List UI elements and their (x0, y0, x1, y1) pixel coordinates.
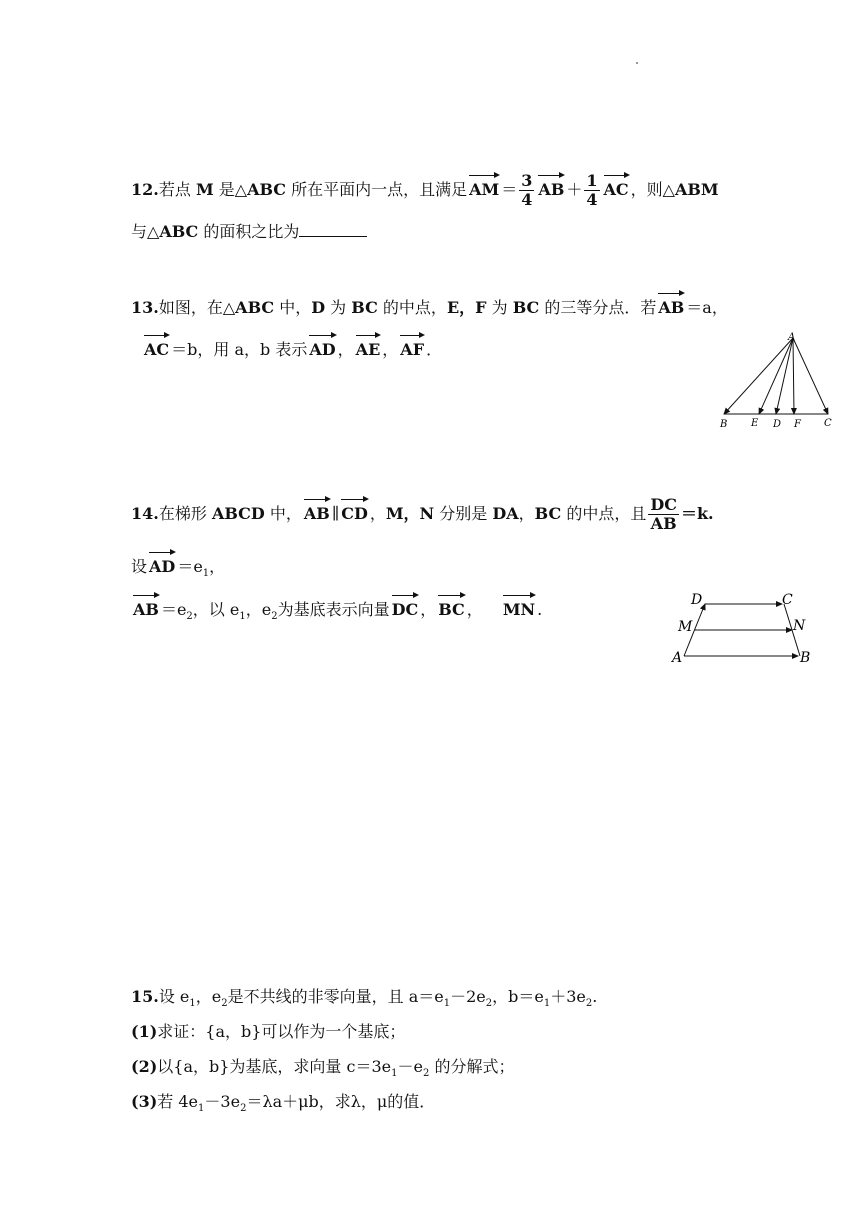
arrow-AD (776, 338, 793, 414)
q15-part1: (1)求证：{a，b}可以作为一个基底； (131, 1022, 406, 1041)
vector-AD: AD (149, 549, 175, 579)
label-B: B (800, 650, 811, 666)
q15-part2: (2)以{a，b}为基底，求向量 $c=3e_1-e_2$ 的分解式； (131, 1057, 515, 1080)
label-C: C (782, 592, 793, 608)
q14-line1: 14.在梯形 ABCD 中， AB ∥ CD ，M，N 分别是 DA，BC 的中点，且 $\frac{DC}{AB}$ ＝k. (131, 495, 714, 533)
arrow-AC (793, 338, 828, 414)
q12-line2: 与△ABC 的面积之比为 (131, 220, 367, 244)
answer-blank[interactable] (299, 220, 367, 237)
label-F: F (794, 419, 801, 430)
q13-line2: AC ＝b，用 a，b 表示 AD ， AE ， AF ． (142, 332, 442, 362)
arrow-AB (724, 338, 793, 414)
vector-AE: AE (356, 332, 381, 362)
q15-line1: 15.设 $e_1$，$e_2$是不共线的非零向量，且 $a=e_1-2e_2$，$b=e_1+3e_2$. (131, 987, 598, 1010)
fraction-DC-AB: $\frac{DC}{AB}$ (650, 495, 677, 533)
vector-AM: AM (469, 172, 499, 202)
q15-part3: (3)若 $4e_1-3e_2=\lambda a+\mu b$，求λ，μ的值． (131, 1092, 436, 1115)
q14-number: 14. (131, 504, 159, 523)
vector-AB-2: AB (133, 592, 159, 622)
label-A: A (788, 332, 796, 343)
vector-DC: DC (392, 592, 419, 622)
label-M: M (678, 619, 693, 635)
vector-AD: AD (309, 332, 335, 362)
label-B: B (720, 419, 728, 430)
label-D: D (773, 419, 782, 430)
vector-AF: AF (400, 332, 424, 362)
vector-AC: AC (604, 172, 629, 202)
q12-number: 12. (131, 180, 159, 199)
q15-number: 15. (131, 987, 159, 1006)
vector-AB: AB (538, 172, 564, 202)
stray-dot (636, 62, 638, 64)
q14-line3: AB $=e_2$，以 $e_1$，$e_2$为基底表示向量 DC ， BC ， MN . (131, 592, 542, 629)
vector-AB: AB (304, 496, 330, 526)
vector-CD: CD (341, 496, 368, 526)
vector-AC: AC (144, 332, 169, 362)
label-A: A (672, 650, 683, 666)
arrow-AF (793, 338, 794, 414)
fraction-3-4: $\frac{3}{4}$ (521, 171, 533, 209)
label-C: C (824, 418, 832, 429)
q12-line1: 12.若点 M 是△ABC 所在平面内一点，且满足 AM ＝ $\frac{3}{4}$ AB ＋ $\frac{1}{4}$ AC ，则△ABM (131, 171, 719, 209)
vector-BC: BC (438, 592, 465, 622)
q13-line1: 13.如图，在△ABC 中，D 为 BC 的中点，E，F 为 BC 的三等分点．若 AB ＝a， (131, 290, 728, 320)
arrow-AE (759, 338, 793, 414)
trapezoid-figure (668, 586, 818, 670)
label-D: D (691, 592, 703, 608)
vector-MN: MN (503, 592, 535, 622)
vector-AB: AB (658, 290, 684, 320)
triangle-figure (712, 328, 840, 434)
label-E: E (751, 418, 759, 429)
q13-number: 13. (131, 298, 159, 317)
q14-line2: 设 AD $=e_1$， (131, 549, 225, 586)
label-N: N (793, 618, 806, 634)
fraction-1-4: $\frac{1}{4}$ (586, 171, 598, 209)
